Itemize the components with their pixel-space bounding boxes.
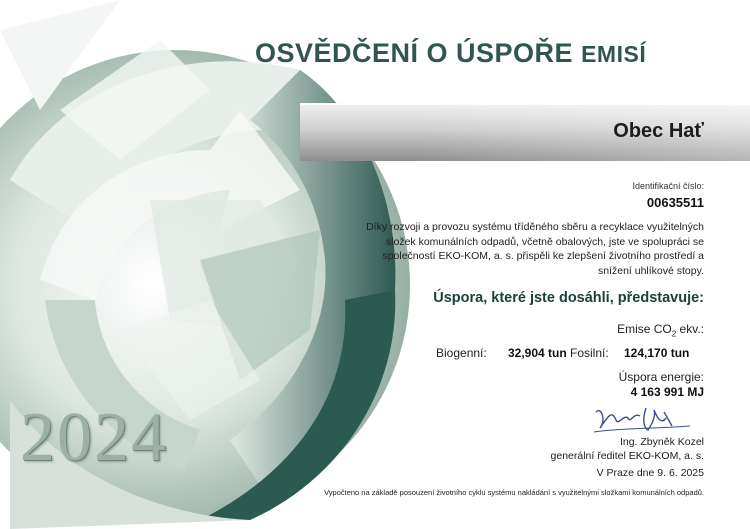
title-main: OSVĚDČENÍ O ÚSPOŘE: [255, 38, 574, 68]
fossil-value: 124,170 tun: [624, 346, 690, 360]
certificate-title: [255, 38, 735, 69]
signer-name: Ing. Zbyněk Kozel: [619, 436, 704, 448]
emissions-label: [617, 322, 704, 338]
emissions-subscript: 2: [671, 329, 677, 339]
title-tail: EMISÍ: [581, 41, 647, 67]
signature-image: [590, 402, 700, 438]
savings-heading: Úspora, které jste dosáhli, představuje:: [433, 290, 704, 306]
certificate-paragraph: Díky rozvoji a provozu systému tříděného sběru a recyklace využitelných složek komunálních odpadů, včetně obalových, jste ve spolupráci se společností EKO-KOM, a. s. přispěli ke zlepšení životního prostředí a snížení uhlíkové stopy.: [366, 221, 704, 277]
emissions-prefix: Emise CO: [617, 322, 672, 336]
energy-value: 4 163 991 MJ: [630, 385, 704, 399]
biogenic-value: 32,904 tun: [508, 346, 567, 360]
fossil-label: Fosilní:: [570, 346, 609, 360]
id-value: 00635511: [646, 195, 704, 210]
id-label: Identifikační číslo:: [632, 181, 704, 191]
energy-label: Úspora energie:: [618, 370, 704, 384]
signer-role: generální ředitel EKO-KOM, a. s.: [550, 450, 704, 462]
year-emblem: 2024: [20, 399, 168, 476]
footnote: Vypočteno na základě posouzení životního cyklu systému nakládání s využitelnými složkami komunálních odpadů.: [324, 488, 704, 497]
recipient-name: Obec Hať: [613, 120, 704, 142]
place-date: V Praze dne 9. 6. 2025: [596, 467, 704, 479]
biogenic-label: Biogenní:: [436, 346, 487, 360]
emissions-suffix: ekv.:: [676, 322, 704, 336]
